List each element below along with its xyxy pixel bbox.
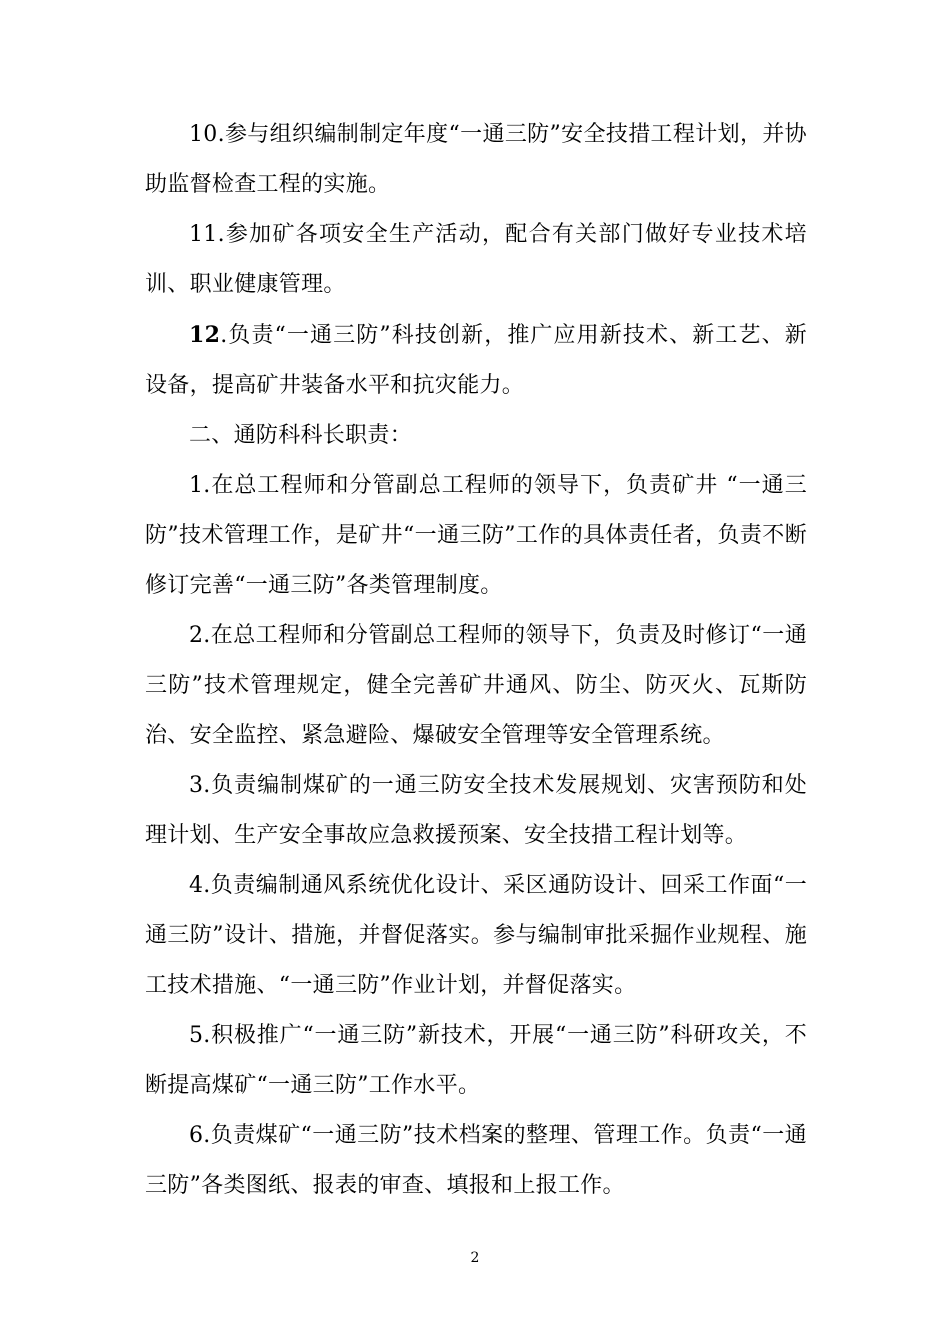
heading-text: 二、通防科科长职责： [189,423,413,448]
item-number: 3. [189,773,211,798]
paragraph-text: 负责煤矿“一通三防”技术档案的整理、管理工作。负责“一通三防”各类图纸、报表的审查、填报和上报工作。 [145,1123,807,1198]
paragraph-4 [145,861,807,1011]
document-body [145,110,807,1211]
item-number: 11. [189,222,225,247]
paragraph-11 [145,210,807,310]
page-number: 2 [470,1250,480,1266]
item-number: 1. [189,473,211,498]
item-number: 5. [189,1023,211,1048]
item-number: 10. [189,122,225,147]
paragraph-3 [145,761,807,861]
paragraph-text: .负责“一通三防”科技创新，推广应用新技术、新工艺、新设备，提高矿井装备水平和抗灾能力。 [145,323,807,398]
paragraph-text: 负责编制煤矿的一通三防安全技术发展规划、灾害预防和处理计划、生产安全事故应急救援预案、安全技措工程计划等。 [145,773,807,848]
paragraph-5 [145,1011,807,1111]
item-number: 6. [189,1123,211,1148]
paragraph-text: 参加矿各项安全生产活动，配合有关部门做好专业技术培训、职业健康管理。 [145,222,807,297]
item-number: 4. [189,873,211,898]
paragraph-10 [145,110,807,210]
item-number: 12 [189,322,221,348]
paragraph-text: 积极推广“一通三防”新技术，开展“一通三防”科研攻关，不断提高煤矿“一通三防”工作水平。 [145,1023,807,1098]
section-heading [145,411,807,461]
paragraph-text: 在总工程师和分管副总工程师的领导下，负责矿井 “一通三防”技术管理工作，是矿井“一通三防”工作的具体责任者，负责不断修订完善“一通三防”各类管理制度。 [145,473,807,598]
paragraph-6 [145,1111,807,1211]
paragraph-text: 负责编制通风系统优化设计、采区通防设计、回采工作面“一通三防”设计、措施，并督促落实。参与编制审批采掘作业规程、施工技术措施、“一通三防”作业计划，并督促落实。 [145,873,807,998]
paragraph-12 [145,310,807,411]
paragraph-2 [145,611,807,761]
item-number: 2. [189,623,211,648]
paragraph-text: 在总工程师和分管副总工程师的领导下，负责及时修订“一通三防”技术管理规定，健全完善矿井通风、防尘、防灭火、瓦斯防治、安全监控、紧急避险、爆破安全管理等安全管理系统。 [145,623,807,748]
paragraph-1 [145,461,807,611]
paragraph-text: 参与组织编制制定年度“一通三防”安全技措工程计划，并协助监督检查工程的实施。 [145,122,807,197]
